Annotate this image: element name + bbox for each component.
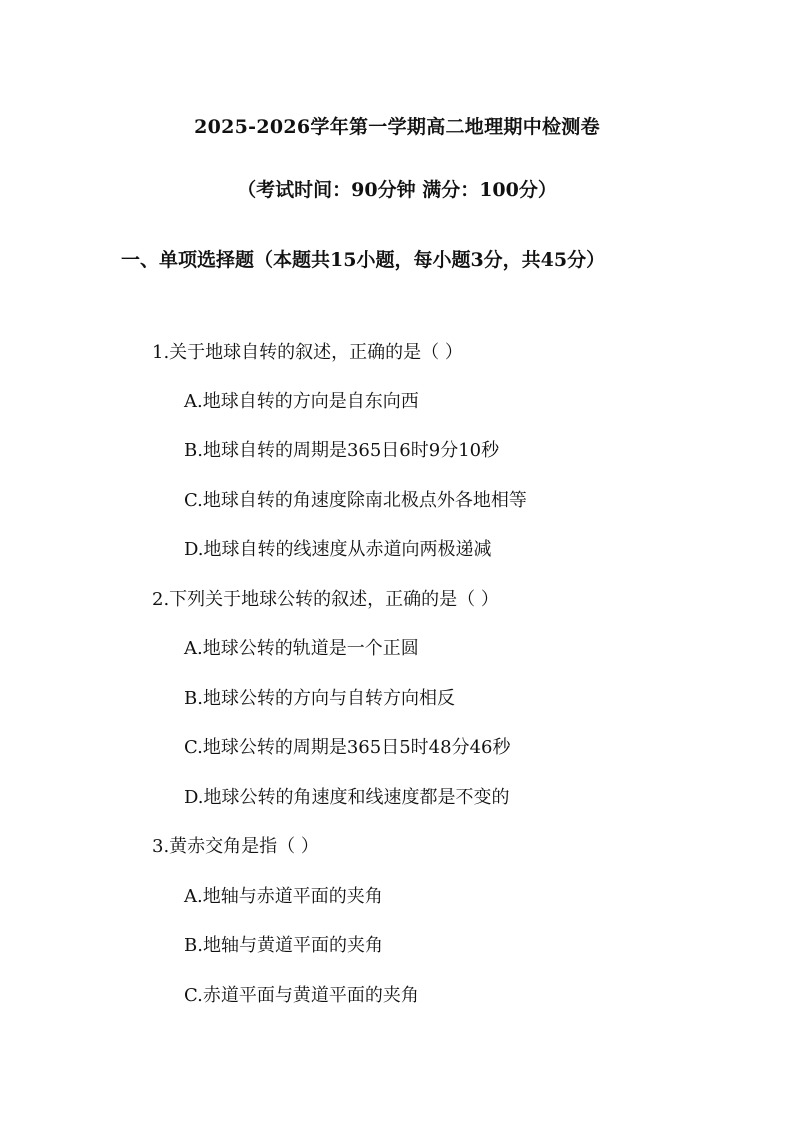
exam-subtitle: （考试时间：90分钟 满分：100分） <box>237 179 557 201</box>
question-2-option-c: C.地球公转的周期是365日5时48分46秒 <box>184 737 511 758</box>
question-1-option-d: D.地球自转的线速度从赤道向两极递减 <box>184 539 492 560</box>
question-3-option-c: C.赤道平面与黄道平面的夹角 <box>184 985 419 1006</box>
question-2-option-d: D.地球公转的角速度和线速度都是不变的 <box>184 787 510 808</box>
question-1-option-c: C.地球自转的角速度除南北极点外各地相等 <box>184 490 527 511</box>
question-1-option-a: A.地球自转的方向是自东向西 <box>184 391 419 412</box>
exam-title: 2025-2026学年第一学期高二地理期中检测卷 <box>194 116 600 138</box>
question-3-stem: 3.黄赤交角是指（ ） <box>152 836 319 857</box>
question-2-option-a: A.地球公转的轨道是一个正圆 <box>184 638 419 659</box>
question-1-stem: 1.关于地球自转的叙述，正确的是（ ） <box>152 342 463 363</box>
question-2-stem: 2.下列关于地球公转的叙述，正确的是（ ） <box>152 589 499 610</box>
question-3-option-a: A.地轴与赤道平面的夹角 <box>184 886 383 907</box>
question-1-option-b: B.地球自转的周期是365日6时9分10秒 <box>184 440 500 461</box>
question-3-option-b: B.地轴与黄道平面的夹角 <box>184 935 383 956</box>
question-2-option-b: B.地球公转的方向与自转方向相反 <box>184 688 455 709</box>
section-heading: 一、单项选择题（本题共15小题，每小题3分，共45分） <box>121 249 606 271</box>
